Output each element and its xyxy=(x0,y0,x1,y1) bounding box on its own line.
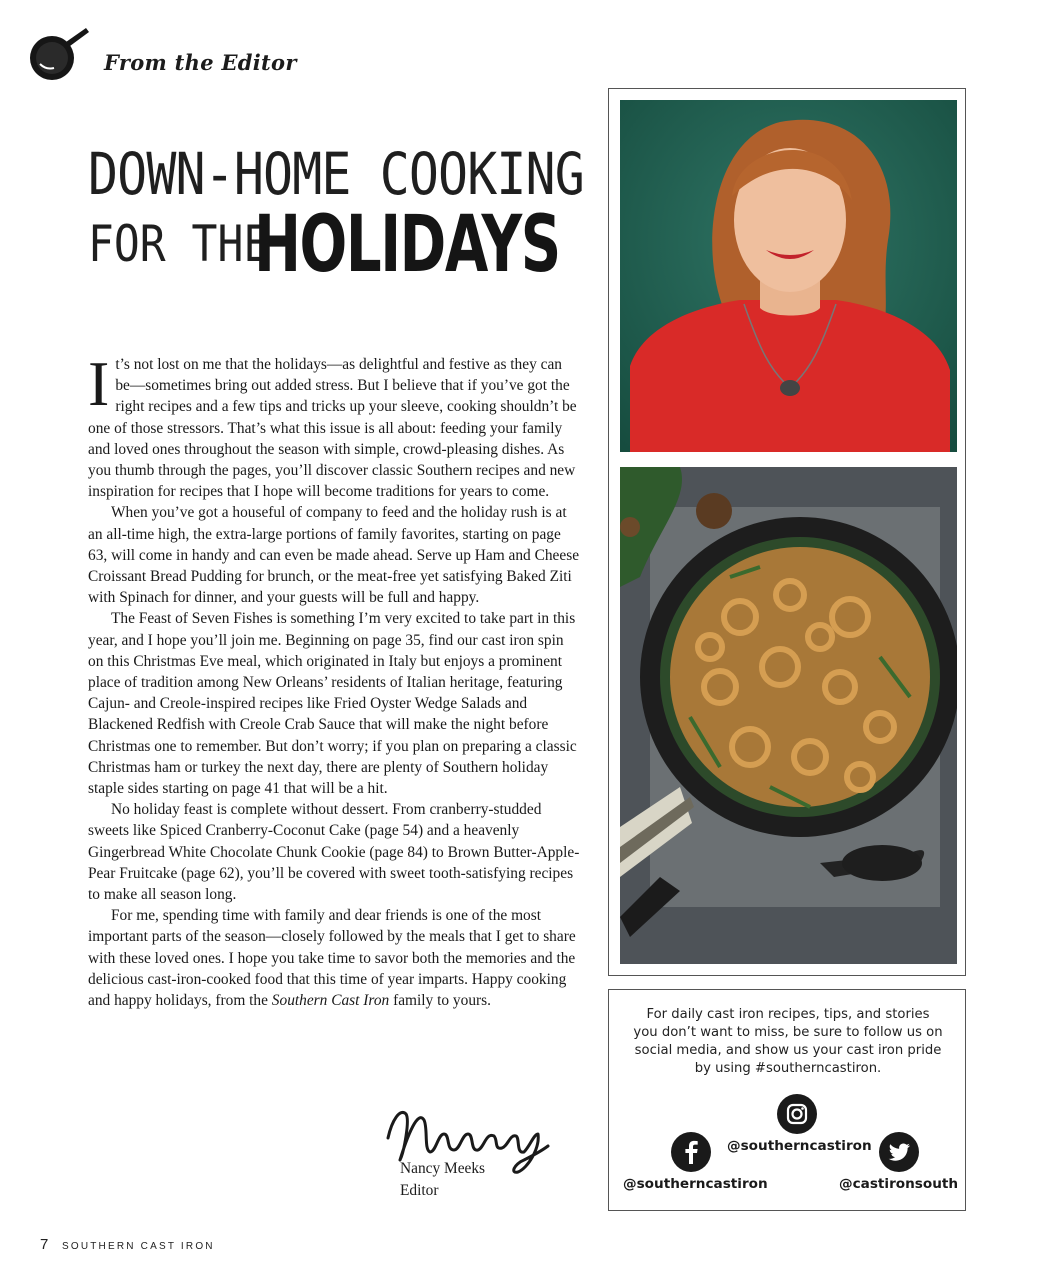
magazine-name: SOUTHERN CAST IRON xyxy=(61,1241,215,1252)
magazine-name-italic: Southern Cast Iron xyxy=(271,992,390,1010)
facebook-icon[interactable] xyxy=(671,1132,711,1172)
paragraph-5-end: family to yours. xyxy=(389,992,491,1010)
paragraph-2: When you’ve got a houseful of company to feed and the holiday rush is at an all-time high, the extra-large portions of family favorites, starting on page 63, will come in handy and can even be made ahead. Serve up Ham and Cheese Croissant Bread Pudding for brunch, or the meat-free yet satisfying Baked Ziti with Spinach for dinner, and your guests will be full and happy. xyxy=(88,504,580,607)
social-media-box xyxy=(608,989,966,1211)
social-blurb: For daily cast iron recipes, tips, and stories you don’t want to miss, be sure to follow us on social media, and show us your cast iron pride by using #southerncastiron. xyxy=(633,1007,943,1076)
skillet-icon xyxy=(28,24,94,84)
paragraph-5 xyxy=(88,905,580,1011)
twitter-icon[interactable] xyxy=(879,1132,919,1172)
paragraph-1-text: t’s not lost on me that the holidays—as delightful and festive as they can be—sometimes bring out added stress. But I believe that if you’ve got the right recipes and a few tips and tricks up your sleeve, cooking shouldn’t be one of those stressors. That’s what this issue is all about: feeding your family and loved ones throughout the season with simple, crowd-pleasing dishes. As you thumb through the pages, you’ll discover classic Southern recipes and new inspiration for recipes that I hope will become traditions for years to come. xyxy=(88,356,577,501)
article-title xyxy=(88,140,588,298)
page-number: 7 xyxy=(40,1236,49,1253)
skillet-casserole-photo xyxy=(620,467,957,964)
editor-title: Editor xyxy=(400,1182,439,1199)
instagram-icon[interactable] xyxy=(777,1094,817,1134)
title-emphasis: HOLIDAYS xyxy=(254,200,560,290)
article-body xyxy=(88,348,580,1011)
paragraph-1 xyxy=(88,348,580,502)
section-label: From the Editor xyxy=(104,50,297,75)
editor-name: Nancy Meeks xyxy=(400,1160,486,1177)
title-line-2 xyxy=(88,200,588,298)
instagram-handle[interactable]: @southerncastiron xyxy=(727,1138,872,1154)
paragraph-5-text: For me, spending time with family and dear friends is one of the most important parts of the season—closely followed by the meals that I get to share with these loved ones. I hope you take time to savor both the memories and the delicious cast-iron-cooked food that this time of year imparts. Happy cooking and happy holidays, from the xyxy=(88,907,576,1010)
twitter-handle[interactable]: @castironsouth xyxy=(839,1176,959,1192)
title-line-1: DOWN-HOME COOKING xyxy=(88,140,584,208)
title-prefix: FOR THE xyxy=(88,215,270,273)
paragraph-4: No holiday feast is complete without dessert. From cranberry-studded sweets like Spiced Cranberry-Coconut Cake (page 54) and a heavenly Gingerbread White Chocolate Chunk Cookie (page 84) to Brown Butter-Apple-Pear Fruitcake (page 62), you’ll be covered with sweet tooth-satisfying recipes to make all season long. xyxy=(88,801,580,904)
page-footer xyxy=(40,1236,215,1253)
editor-portrait-photo xyxy=(620,100,957,452)
facebook-handle[interactable]: @southerncastiron xyxy=(623,1176,768,1192)
drop-cap: I xyxy=(88,348,110,419)
section-header xyxy=(28,24,348,84)
paragraph-3: The Feast of Seven Fishes is something I’m very excited to take part in this year, and I hope you’ll join me. Beginning on page 35, find our cast iron spin on this Christmas Eve meal, which originated in Italy but enjoys a prominent place of tradition among New Orleans’ residents of Italian heritage, featuring Cajun- and Creole-inspired recipes like Fried Oyster Wedge Salads and Blackened Redfish with Creole Crab Sauce that will make the night before Christmas one to remember. But don’t worry; if you plan on preparing a classic Christmas ham or turkey the next day, there are plenty of Southern holiday staple sides starting on page 41 that will be a hit. xyxy=(88,610,577,798)
